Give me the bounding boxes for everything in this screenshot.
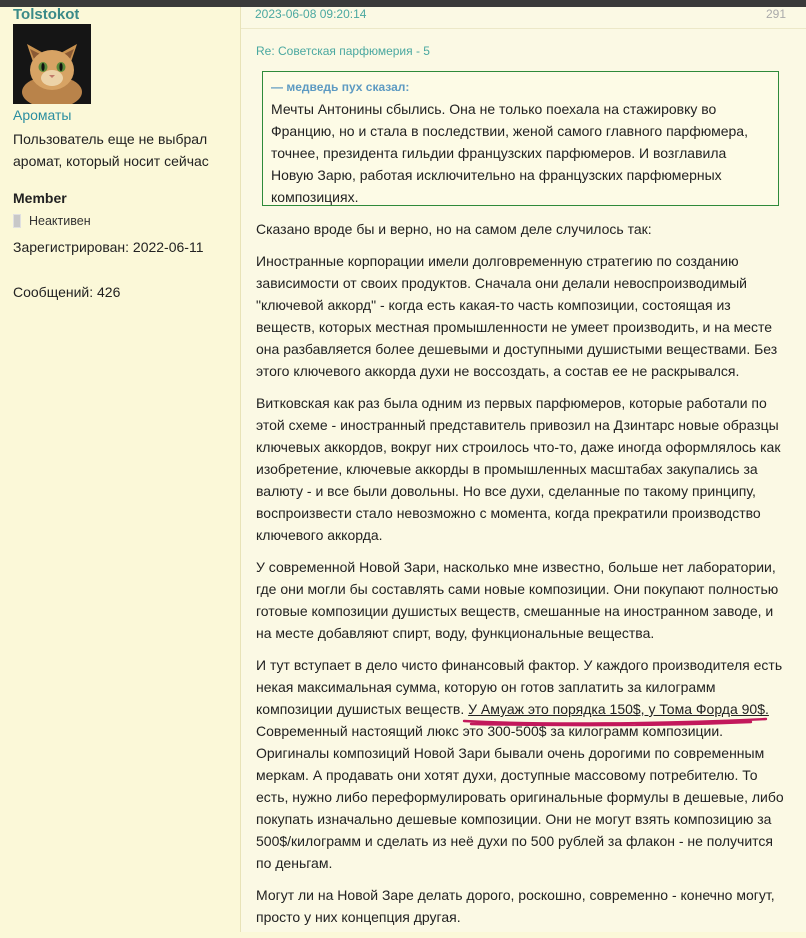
post-body xyxy=(256,218,791,938)
post-paragraph xyxy=(256,654,791,874)
username-link[interactable]: Tolstokot xyxy=(13,7,80,21)
highlighted-text: У Амуаж это порядка 150$, у Тома Форда 90$. xyxy=(468,701,769,717)
post-paragraph: Иностранные корпорации имели долговременную стратегию по созданию зависимости от своих продуктов. Сначала они делали невоспроизводимый "ключевой аккорд" - когда есть какая-то часть композиции, состоящая из веществ, которых местная промышленности не умеет производить, и на месте она разбавляется более дешевыми и доступными душистыми веществами. Без этого ключевого аккорда духи не воссоздать, а состав ее не раскрывался. xyxy=(256,253,778,379)
post-subject[interactable]: Re: Советская парфюмерия - 5 xyxy=(256,44,430,58)
post-paragraph: Могут ли на Новой Заре делать дорого, роскошно, современно - конечно могут, просто у них концепция другая. xyxy=(256,887,775,925)
message-count: Сообщений: 426 xyxy=(13,284,121,300)
post-number[interactable]: 291 xyxy=(765,7,786,21)
cat-avatar-image xyxy=(13,24,91,104)
post-paragraph: Сказано вроде бы и верно, но на самом деле случилось так: xyxy=(256,221,652,237)
post-panel xyxy=(241,7,806,932)
quote-block xyxy=(262,71,779,206)
post-paragraph: У современной Новой Зари, насколько мне известно, больше нет лаборатории, где они могли бы составлять сами новые композиции. Они покупают полностью готовые композиции душистых веществ, смешанные на иностранном заводе, и на месте добавляют спирт, воду, функциональные вещества. xyxy=(256,559,779,641)
avatar xyxy=(13,24,91,104)
status-label: Неактивен xyxy=(29,214,91,228)
quote-text: Мечты Антонины сбылись. Она не только поехала на стажировку во Францию, но и стала в последствии, женой самого главного парфюмера, точнее, президента гильдии французских парфюмеров. И возглавила Новую Зарю, работая исключительно на французских парфюмерных композициях. xyxy=(271,101,748,205)
status-icon xyxy=(13,214,21,228)
divider xyxy=(241,28,806,29)
quote-author: — медведь пух сказал: xyxy=(271,80,410,94)
aroma-link[interactable]: Ароматы xyxy=(13,107,72,123)
post-text: И тут вступает в дело чисто финансовый фактор. У каждого производителя есть некая максимальная сумма, которую он готов заплатить за килограмм композиции душистых веществ. xyxy=(256,657,783,717)
registered-date: Зарегистрирован: 2022-06-11 xyxy=(13,239,204,255)
post-date-link[interactable]: 2023-06-08 09:20:14 xyxy=(255,7,367,21)
top-bar xyxy=(0,0,806,7)
post-paragraph: Витковская как раз была одним из первых парфюмеров, которые работали по этой схеме - иностранный представитель привозил на Дзинтарс новые образцы ключевых аккордов, вокруг них строилось что-то, даже иногда оформлялось как изобретение, ключевые аккорды в промышленных масштабах закупались за валюту - и все были довольны. Но все духи, сделанные по такому принципу, воспроизвести стало невозможно с момента, когда прекратили производство ключевого аккорда. xyxy=(256,395,781,543)
post-text: Современный настоящий люкс это 300-500$ за килограмм композиции. Оригиналы композиций Новой Зари бывали очень дорогими по современным меркам. А продавать они хотят духи, доступные массовому потребителю. То есть, нужно либо переформулировать оригинальные формулы в дешевые, либо покупать изначально дешевые композиции. Они не могут взять композицию за 500$/килограмм и сделать из неё духи по 500 рублей за флакон - не получится по деньгам. xyxy=(256,723,784,871)
aroma-text: Пользователь еще не выбрал аромат, который носит сейчас xyxy=(13,131,209,169)
author-panel xyxy=(0,7,241,932)
status-badge xyxy=(13,214,91,228)
user-role: Member xyxy=(13,190,67,206)
